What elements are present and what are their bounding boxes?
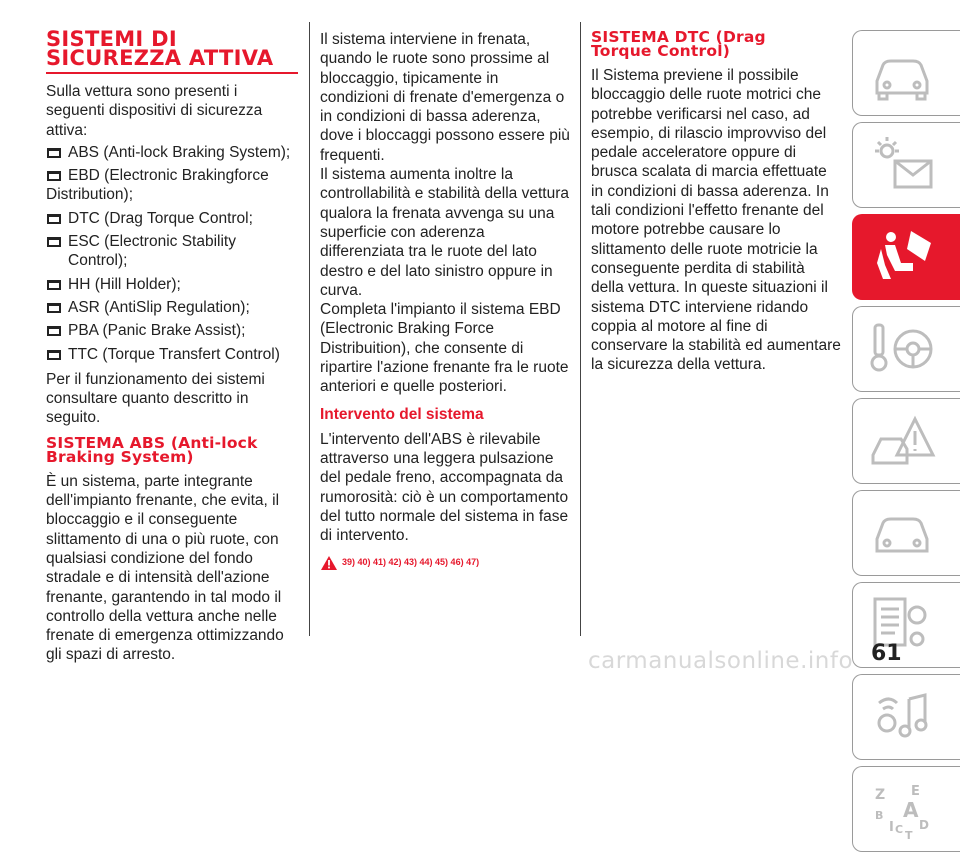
column-left <box>46 27 298 665</box>
outro-text: Per il funzionamento dei sistemi consultare quanto descritto in seguito. <box>46 370 265 427</box>
svg-text:C: C <box>895 823 904 836</box>
checkbox-bullet-icon <box>46 213 62 225</box>
column-divider <box>309 22 310 636</box>
svg-text:B: B <box>875 809 884 822</box>
paragraph: Il sistema aumenta inoltre la controllabilità e stabilità della vettura qualora la frenata avvenga su una superficie con aderenza differenziata tra le ruote del lato destro e del lato sinistro oppure in curva. <box>320 166 569 299</box>
intro-text: Sulla vettura sono presenti i seguenti dispositivi di sicurezza attiva: <box>46 83 263 139</box>
section-title-abs: SISTEMA ABS (Anti-lock Braking System) <box>46 433 258 466</box>
warning-lights-message-icon <box>867 133 937 197</box>
tab-multimedia[interactable] <box>852 674 960 760</box>
svg-text:T: T <box>905 829 913 842</box>
emergency-triangle-icon <box>867 409 937 473</box>
chapter-tabs <box>852 30 960 858</box>
watermark: carmanualsonline.info <box>588 648 854 674</box>
section-title-dtc: SISTEMA DTC (Drag Torque Control) <box>591 28 766 60</box>
list-item: TTC (Torque Transfert Control) <box>46 345 298 364</box>
alphabetical-index-icon <box>867 777 937 841</box>
tab-emergency[interactable] <box>852 398 960 484</box>
svg-text:E: E <box>911 784 920 799</box>
checkbox-bullet-icon <box>46 325 62 337</box>
abs-description: È un sistema, parte integrante dell'impianto frenante, che evita, il bloccaggio e il conseguente slittamento di una o più ruote, con qualsiasi condizione del fondo stradale e di intensità dell'azione frenante, garantendo in tal modo il controllo della vettura anche nelle frenate di emergenza ottimizzando gli spazi di arresto. <box>46 472 284 664</box>
paragraph: Il sistema interviene in frenata, quando le ruote sono prossime al bloccaggio, tipicamente in condizioni di frenate d'emergenza o in condizioni di bassa aderenza, dove i bloccaggi possono essere più frequenti. <box>320 31 570 164</box>
svg-text:D: D <box>919 818 929 832</box>
svg-text:A: A <box>903 798 919 822</box>
checkbox-bullet-icon <box>46 147 62 159</box>
checkbox-bullet-icon <box>46 349 62 361</box>
column-right <box>591 30 841 375</box>
svg-text:Z: Z <box>875 787 886 803</box>
checkbox-bullet-icon <box>46 279 62 291</box>
paragraph: L'intervento dell'ABS è rilevabile attraverso una leggera pulsazione del pedale freno, accompagnata da rumorosità: ciò è un comportamento del tutto normale del sistema in fase di intervento. <box>320 430 569 545</box>
paragraph: Completa l'impianto il sistema EBD (Electronic Braking Force Distribuition), che consente di ripartire l'azione frenante fra le ruote anteriori e quelle posteriori. <box>320 301 569 396</box>
safety-systems-list <box>46 143 298 364</box>
subsection-title: Intervento del sistema <box>320 405 484 423</box>
column-divider <box>580 22 581 636</box>
list-item: EBD (Electronic Brakingforce Distribution); <box>46 167 269 204</box>
tab-dashboard[interactable] <box>852 30 960 116</box>
warning-triangle-icon <box>320 555 338 571</box>
car-maintenance-icon <box>867 501 937 565</box>
list-item: PBA (Panic Brake Assist); <box>46 321 298 340</box>
dtc-description: Il Sistema previene il possibile bloccaggio delle ruote motrici che potrebbe verificarsi nel caso, ad esempio, di rilascio improvviso del pedale acceleratore oppure di brusca scalata di marcia effettuate in condizioni di bassa aderenza. In tali condizioni l'effetto frenante del motore potrebbe causare lo slittamento delle ruote motricie la conseguente perdita di stabilità della vettura. In queste situazioni il sistema DTC interviene ridando coppia al motore al fine di conservare la stabilità ed aumentare la sicurezza della vettura. <box>591 67 841 374</box>
title-underline <box>46 72 298 74</box>
svg-text:I: I <box>889 820 894 835</box>
tab-warning-lights[interactable] <box>852 122 960 208</box>
safety-airbag-icon <box>867 225 937 289</box>
list-item: ABS (Anti-lock Braking System); <box>46 143 298 162</box>
warning-refs-text: 39) 40) 41) 42) 43) 44) 45) 46) 47) <box>342 557 480 568</box>
list-item: HH (Hill Holder); <box>46 275 298 294</box>
key-steering-wheel-icon <box>867 317 937 381</box>
tab-starting-driving[interactable] <box>852 306 960 392</box>
section-title-active-safety: SISTEMI DI SICUREZZA ATTIVA <box>46 27 274 70</box>
tab-technical-data[interactable] <box>852 582 960 668</box>
tab-index[interactable] <box>852 766 960 852</box>
list-item: DTC (Drag Torque Control; <box>46 209 298 228</box>
multimedia-music-icon <box>867 685 937 749</box>
checkbox-bullet-icon <box>46 236 62 248</box>
warning-references <box>320 553 570 572</box>
page-number: 61 <box>871 641 902 666</box>
checkbox-bullet-icon <box>46 170 62 182</box>
checkbox-bullet-icon <box>46 302 62 314</box>
column-middle <box>320 30 570 573</box>
tab-safety[interactable] <box>852 214 960 300</box>
tab-maintenance[interactable] <box>852 490 960 576</box>
car-dashboard-icon <box>867 41 937 105</box>
list-item: ASR (AntiSlip Regulation); <box>46 298 298 317</box>
list-item: ESC (Electronic Stability Control); <box>46 232 298 271</box>
